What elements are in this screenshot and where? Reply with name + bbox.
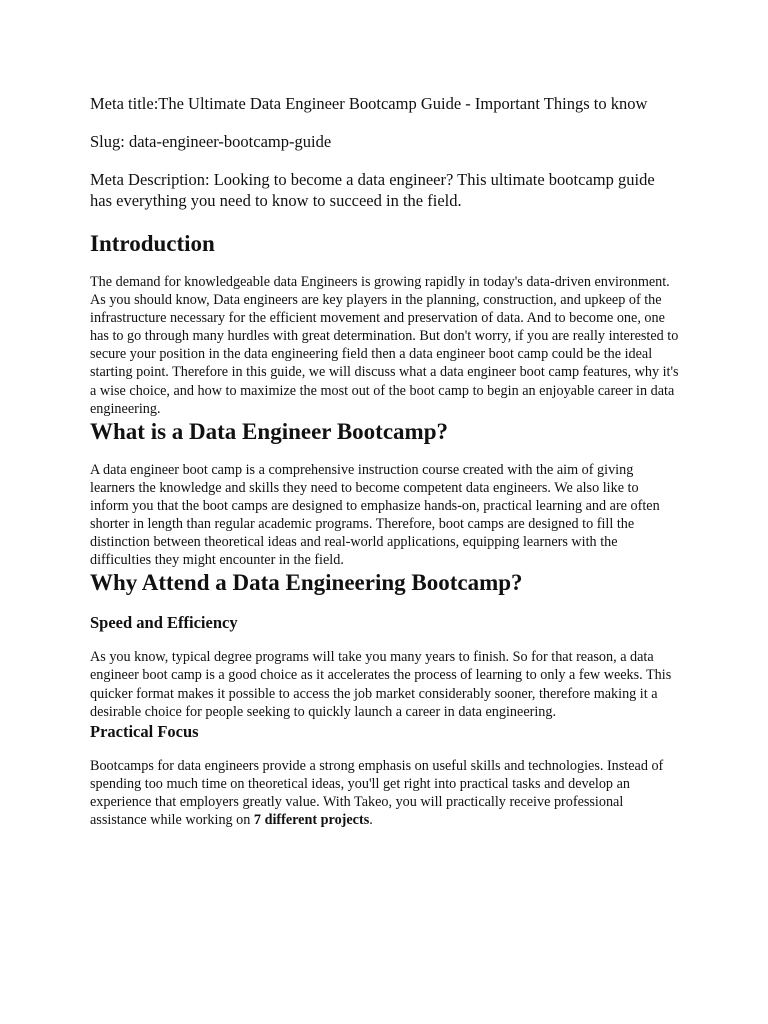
meta-slug-value: data-engineer-bootcamp-guide [128,132,332,151]
meta-slug-label: Slug: [90,132,125,151]
speed-efficiency-heading: Speed and Efficiency [90,613,238,633]
meta-description-value: Looking to become a data engineer? This ultimate bootcamp guide has everything you need to know to succeed in the field. [90,170,655,210]
meta-title-value: The Ultimate Data Engineer Bootcamp Guide - Important Things to know [158,94,648,113]
meta-title-label: Meta title: [90,94,159,113]
introduction-paragraph: The demand for knowledgeable data Engineers is growing rapidly in today's data-driven environment. As you should know, Data engineers are key players in the planning, construction, and upkeep of the infrastructure necessary for the efficient movement and preservation of data. And to become one, one has to go through many hurdles with great determination. But don't worry, if you are really interested to secure your position in the data engineering field then a data engineer boot camp could be the ideal starting point. Therefore in this guide, we will discuss what a data engineer boot camp features, why it's a wise choice, and how to maximize the most out of the boot camp to begin an enjoyable career in data engineering. [90,274,679,417]
practical-focus-heading: Practical Focus [90,721,199,741]
introduction-heading: Introduction [90,231,215,256]
projects-count-emphasis: 7 different projects [253,811,370,828]
meta-slug [90,131,680,152]
practical-focus-paragraph [90,757,680,829]
meta-description-label: Meta Description: [90,170,210,189]
practical-focus-text-end: . [369,811,373,828]
speed-efficiency-paragraph: As you know, typical degree programs will take you many years to finish. So for that reason, a data engineer boot camp is a good choice as it accelerates the process of learning to only a few weeks. This quicker format makes it possible to access the job market considerably sooner, therefore making it a desirable choice for people seeking to quickly launch a career in data engineering. [90,649,672,720]
what-is-heading: What is a Data Engineer Bootcamp? [90,418,448,444]
practical-focus-text: Bootcamps for data engineers provide a strong emphasis on useful skills and technologies. Instead of spending too much time on theoretical ideas, you'll get right into practical tasks and develop an experience that employers greatly value. With Takeo, you will practically receive professional assistance while working on [90,757,664,828]
what-is-paragraph: A data engineer boot camp is a comprehensive instruction course created with the aim of giving learners the knowledge and skills they need to become competent data engineers. We also like to inform you that the boot camps are designed to emphasize hands-on, practical learning and are often shorter in length than regular academic programs. Therefore, boot camps are designed to fill the distinction between theoretical ideas and real-world applications, equipping learners with the difficulties they might encounter in the field. [90,461,660,569]
why-attend-heading: Why Attend a Data Engineering Bootcamp? [90,570,523,596]
meta-title [90,93,680,114]
meta-description [90,169,680,211]
document-page [90,93,680,829]
